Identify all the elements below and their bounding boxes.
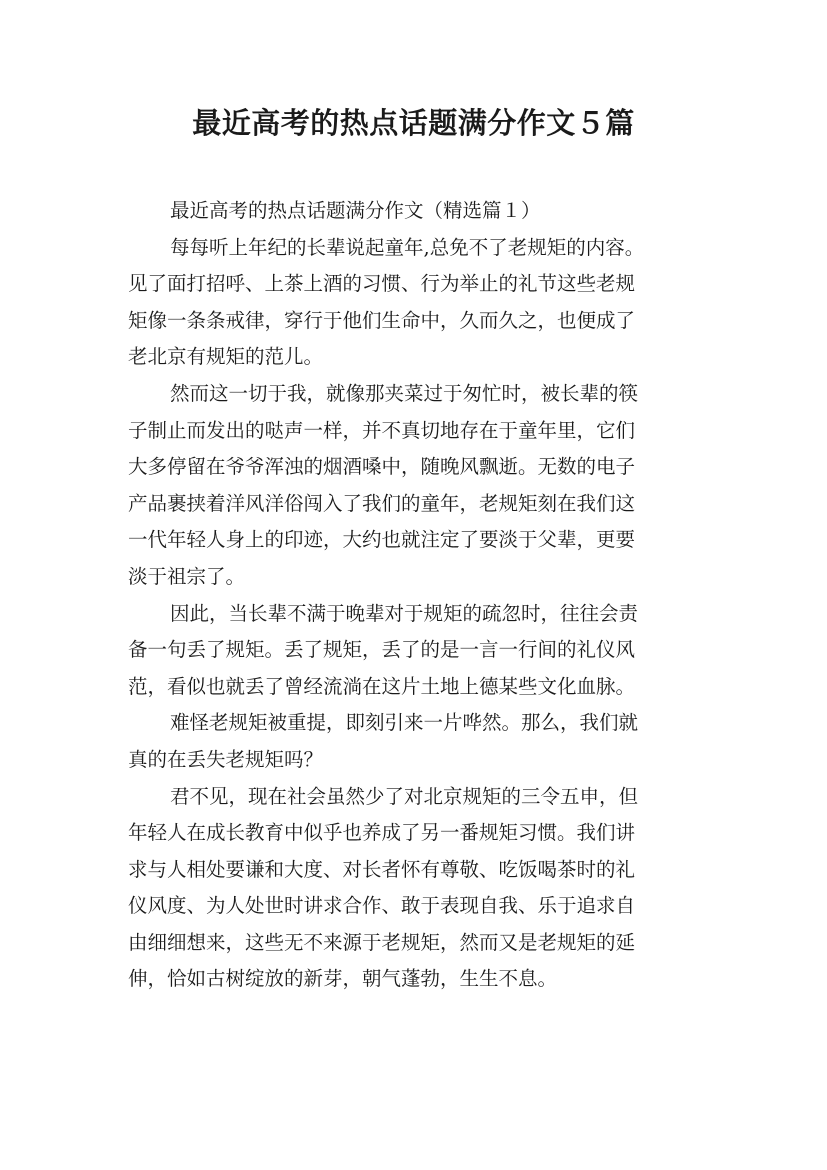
body-line: 真的在丢失老规矩吗？: [128, 747, 324, 771]
body-line: 子制止而发出的哒声一样，并不真切地存在于童年里，它们: [128, 418, 636, 442]
body-line: 范，看似也就丢了曾经流淌在这片土地上德某些文化血脉。: [128, 674, 636, 698]
body-line: 因此，当长辈不满于晚辈对于规矩的疏忽时，往往会责: [170, 601, 639, 625]
body-line: 仪风度、为人处世时讲求合作、敢于表现自我、乐于追求自: [128, 894, 636, 918]
body-line: 求与人相处要谦和大度、对长者怀有尊敬、吃饭喝茶时的礼: [128, 857, 636, 881]
body-line: 最近高考的热点话题满分作文（精选篇１）: [170, 199, 541, 222]
body-line: 矩像一条条戒律，穿行于他们生命中，久而久之，也便成了: [128, 308, 636, 332]
body-line: 然而这一切于我，就像那夹菜过于匆忙时，被长辈的筷: [170, 381, 639, 405]
body-line: 由细细想来，这些无不来源于老规矩，然而又是老规矩的延: [128, 930, 636, 954]
body-line: 备一句丢了规矩。丢了规矩，丢了的是一言一行间的礼仪风: [128, 638, 636, 662]
body-line: 淡于祖宗了。: [128, 564, 246, 588]
document-title: 最近高考的热点话题满分作文５篇: [192, 106, 635, 140]
body-line: 大多停留在爷爷浑浊的烟酒嗓中，随晚风飘逝。无数的电子: [128, 455, 636, 479]
body-line: 产品裹挟着洋风洋俗闯入了我们的童年，老规矩刻在我们这: [128, 491, 636, 515]
body-line: 一代年轻人身上的印迹，大约也就注定了要淡于父辈，更要: [128, 528, 636, 552]
body-line: 难怪老规矩被重提，即刻引来一片哗然。那么，我们就: [170, 711, 639, 735]
body-line: 见了面打招呼、上茶上酒的习惯、行为举止的礼节这些老规: [128, 272, 636, 296]
body-line: 君不见，现在社会虽然少了对北京规矩的三令五申，但: [170, 784, 639, 808]
body-line: 年轻人在成长教育中似乎也养成了另一番规矩习惯。我们讲: [128, 821, 636, 845]
document-body: [128, 193, 708, 998]
body-line: 老北京有规矩的范儿。: [128, 345, 324, 369]
body-line: 每每听上年纪的长辈说起童年,总免不了老规矩的内容。: [170, 235, 645, 259]
body-line: 伸，恰如古树绽放的新芽，朝气蓬勃，生生不息。: [128, 967, 558, 991]
